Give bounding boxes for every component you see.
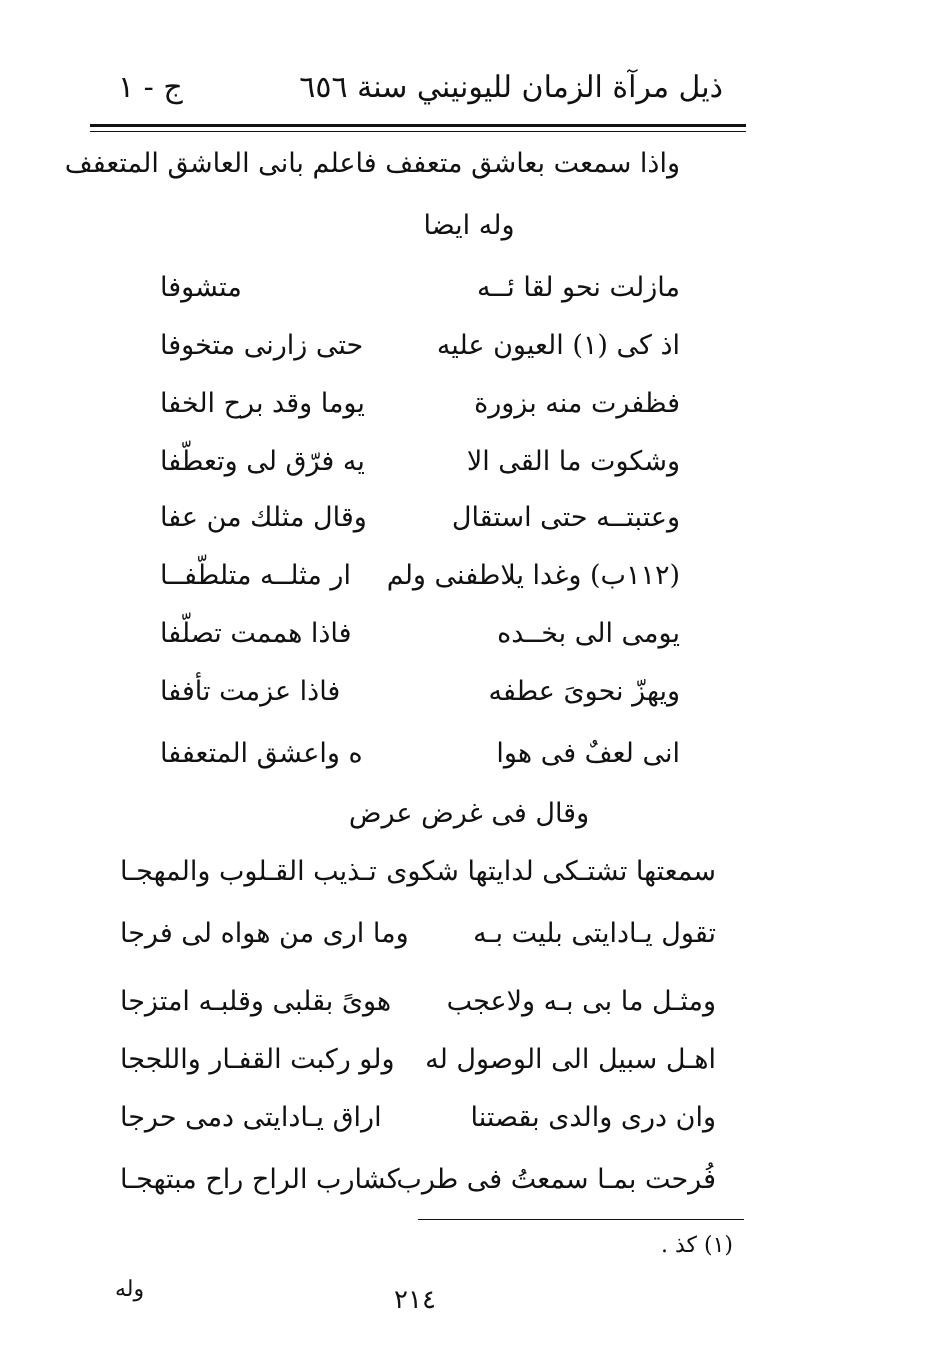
verse-line bbox=[0, 272, 938, 312]
section-heading: وله ايضا bbox=[423, 210, 515, 241]
hemistich-second: كشارب الراح راح مبتهجـا bbox=[120, 1164, 400, 1195]
hemistich-first: تقول يـادايتى بليت بـه bbox=[473, 918, 716, 949]
hemistich-first: فظفرت منه بزورة bbox=[474, 388, 680, 419]
hemistich-first: (١١٢ب) وغدا يلاطفنى ولم bbox=[386, 560, 680, 591]
hemistich-second: متشوفا bbox=[160, 272, 242, 303]
hemistich-first: سمعتها تشتـكى لدايتها شكوى bbox=[386, 856, 716, 887]
section-heading: وقال فى غرض عرض bbox=[348, 798, 590, 829]
hemistich-first: وان درى والدى بقصتنا bbox=[470, 1102, 716, 1133]
running-title: ذيل مرآة الزمان لليونيني سنة ٦٥٦ bbox=[299, 70, 723, 105]
hemistich-first: يومى الى بخــده bbox=[497, 618, 680, 649]
footnote: (١) كذ . bbox=[660, 1233, 733, 1258]
hemistich-second: فاذا عزمت تأففا bbox=[160, 676, 341, 707]
verse-line bbox=[0, 330, 938, 370]
verse-line bbox=[0, 560, 938, 600]
verse-line bbox=[0, 856, 938, 896]
hemistich-first: ويهزّ نحوىَ عطفه bbox=[488, 676, 680, 707]
verse-line bbox=[0, 502, 938, 542]
hemistich-second: اراق يـادايتى دمى حرجا bbox=[120, 1102, 382, 1133]
hemistich-second: يوما وقد برح الخفا bbox=[160, 388, 365, 419]
footnote-rule bbox=[418, 1219, 744, 1220]
header-rule-thick bbox=[90, 124, 746, 127]
hemistich-second: وقال مثلك من عفا bbox=[160, 502, 367, 533]
hemistich-first: اذ كى (١) العيون عليه bbox=[436, 330, 680, 361]
hemistich-first: وعتبتــه حتى استقال bbox=[451, 502, 680, 533]
verse-line bbox=[0, 986, 938, 1026]
hemistich-second: يه فرّق لى وتعطّفا bbox=[160, 446, 365, 477]
volume-number: ج - ١ bbox=[118, 70, 183, 105]
header-rule-thin bbox=[90, 131, 746, 132]
verse-line bbox=[0, 1044, 938, 1084]
hemistich-second: ه واعشق المتعففا bbox=[160, 738, 363, 769]
verse-line bbox=[0, 738, 938, 778]
verse-line bbox=[0, 918, 938, 958]
opening-line: واذا سمعت بعاشق متعفف فاعلم بانى العاشق المتعفف bbox=[64, 148, 680, 179]
hemistich-second: حتى زارنى متخوفا bbox=[160, 330, 364, 361]
catchword: وله bbox=[115, 1277, 145, 1302]
verse-line bbox=[0, 676, 938, 716]
hemistich-second: ار مثلــه متلطّفــا bbox=[160, 560, 351, 591]
hemistich-second: تـذيب القـلوب والمهجـا bbox=[120, 856, 377, 887]
hemistich-second: فاذا هممت تصلّفا bbox=[160, 618, 352, 649]
verse-line bbox=[0, 1102, 938, 1142]
hemistich-second: وما ارى من هواه لى فرجا bbox=[120, 918, 409, 949]
hemistich-first: انى لعفٌ فى هوا bbox=[496, 738, 680, 769]
hemistich-first: مازلت نحو لقا ئــه bbox=[476, 272, 680, 303]
verse-line bbox=[0, 388, 938, 428]
hemistich-first: ومثـل ما بى بـه ولاعجب bbox=[446, 986, 716, 1017]
hemistich-first: اهـل سبيل الى الوصول له bbox=[425, 1044, 716, 1075]
verse-line bbox=[0, 446, 938, 486]
hemistich-first: وشكوت ما القى الا bbox=[466, 446, 680, 477]
page-number: ٢١٤ bbox=[394, 1285, 436, 1315]
hemistich-second: هوىً بقلبى وقلبـه امتزجا bbox=[120, 986, 392, 1017]
verse-line bbox=[0, 1164, 938, 1204]
verse-line bbox=[0, 618, 938, 658]
hemistich-second: ولو ركبت القفـار واللججا bbox=[120, 1044, 395, 1075]
hemistich-first: فُرحت بمـا سمعتُ فى طرب bbox=[396, 1164, 716, 1195]
